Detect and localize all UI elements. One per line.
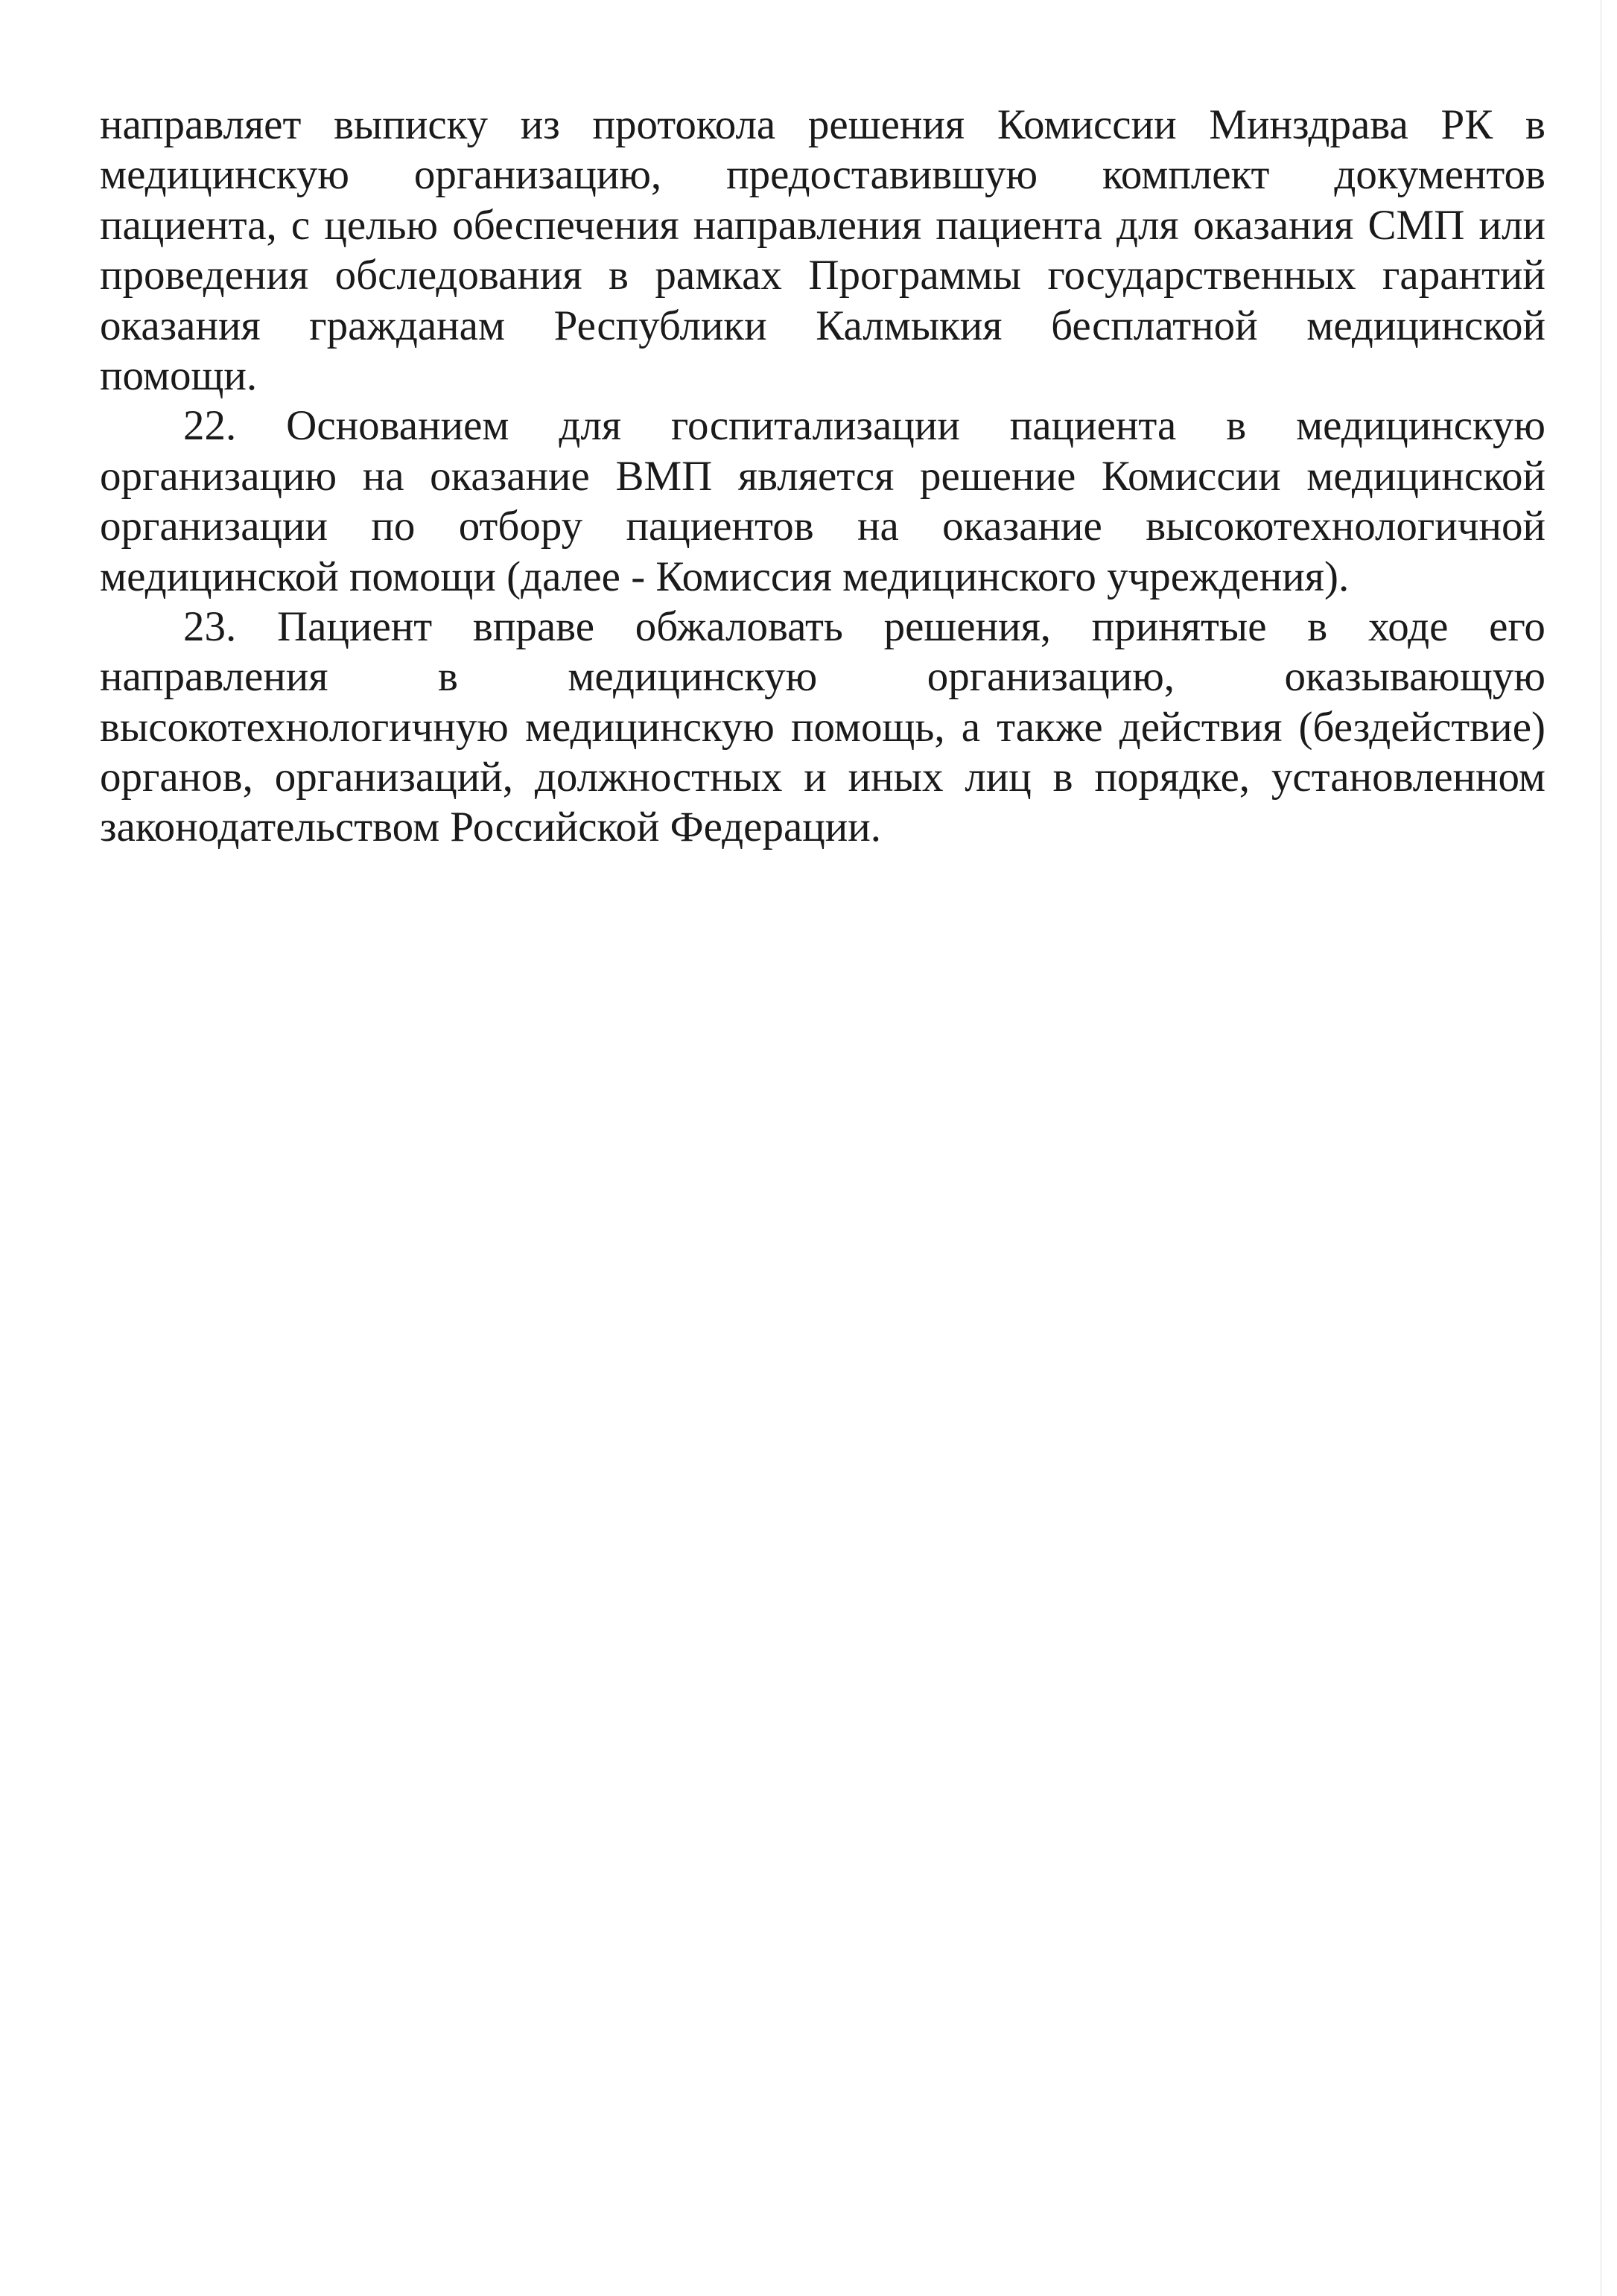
word: пациента [935, 201, 1102, 249]
word: направления [100, 653, 328, 701]
word: медицинской [1306, 302, 1545, 349]
word: Калмыкия [816, 302, 1003, 349]
text-line: законодательством Российской Федерации. [100, 804, 882, 851]
word: гарантий [1382, 252, 1545, 299]
word: порядке, [1094, 754, 1251, 801]
word: ВМП [615, 452, 713, 500]
text-line [100, 501, 1545, 551]
word: медицинскую [100, 151, 349, 199]
word: Пациент [276, 602, 433, 650]
word: Основанием [286, 402, 509, 450]
word: оказывающую [1284, 653, 1545, 701]
word: предоставившую [726, 151, 1038, 199]
word: органов, [100, 754, 253, 801]
text-line [100, 702, 1545, 752]
word: для [1116, 201, 1179, 249]
word: 22. [183, 402, 237, 450]
word: медицинскую [1296, 402, 1545, 450]
word: РК [1440, 101, 1493, 148]
word: оказание [430, 452, 590, 500]
paragraph-22 [100, 401, 1545, 602]
word: протокола [592, 101, 776, 148]
text-line: медицинской помощи (далее - Комиссия медицинского учреждения). [100, 553, 1350, 600]
word: организаций, [274, 754, 513, 801]
word: с [290, 201, 311, 249]
text-line [100, 752, 1545, 802]
word: или [1478, 201, 1545, 249]
text-line [100, 652, 1545, 702]
word: принятые [1091, 602, 1267, 650]
word: иных [848, 754, 944, 801]
word: организации [100, 503, 328, 550]
word: Республики [553, 302, 767, 349]
word: организацию, [927, 653, 1175, 701]
word: в [1226, 402, 1247, 450]
word: обжаловать [635, 602, 843, 650]
paragraph-continuation [100, 100, 1545, 401]
word: лиц [965, 754, 1032, 801]
word: СМП [1367, 201, 1465, 249]
word: также [997, 703, 1103, 751]
text-line: помощи. [100, 352, 258, 399]
word: вправе [472, 602, 595, 650]
word: действия [1119, 703, 1283, 751]
word: решения, [883, 602, 1052, 650]
word: документов [1334, 151, 1545, 199]
word: Комиссии [997, 101, 1177, 148]
word: медицинской [1306, 452, 1545, 500]
word: организацию [100, 452, 337, 500]
word: медицинскую [568, 653, 818, 701]
word: установленном [1271, 754, 1545, 801]
word: должностных [534, 754, 783, 801]
paragraph-23 [100, 602, 1545, 853]
text-line [100, 100, 1545, 150]
word: его [1489, 602, 1545, 650]
word: и [804, 754, 827, 801]
word: направления [693, 201, 922, 249]
word: пациента [1009, 402, 1177, 450]
word: оказания [1192, 201, 1354, 249]
word: на [362, 452, 404, 500]
text-line [100, 401, 1545, 451]
word: на [857, 503, 899, 550]
text-line [100, 602, 1545, 652]
word: в [609, 252, 629, 299]
word: является [737, 452, 895, 500]
word: отбору [458, 503, 583, 550]
word: в [437, 653, 458, 701]
word: решения [807, 101, 965, 148]
word: организацию, [413, 151, 662, 199]
word: оказания [100, 302, 261, 349]
word: госпитализации [671, 402, 960, 450]
word: Комиссии [1101, 452, 1281, 500]
word: по [371, 503, 416, 550]
word: для [559, 402, 622, 450]
word: обеспечения [452, 201, 679, 249]
word: решение [919, 452, 1076, 500]
text-line [100, 150, 1545, 200]
word: Минздрава [1209, 101, 1408, 148]
word: высокотехнологичную [100, 703, 509, 751]
word: выписку [334, 101, 489, 148]
text-line [100, 451, 1545, 501]
word: 23. [183, 602, 237, 650]
scan-edge-shadow [1600, 0, 1602, 2296]
document-page [100, 100, 1545, 853]
word: Программы [808, 252, 1022, 299]
word: пациентов [626, 503, 814, 550]
word: гражданам [309, 302, 506, 349]
word: бесплатной [1051, 302, 1258, 349]
word: в [1052, 754, 1073, 801]
text-line [100, 200, 1545, 250]
word: медицинскую [524, 703, 775, 751]
word: рамках [655, 252, 782, 299]
word: оказание [942, 503, 1102, 550]
word: в [1525, 101, 1545, 148]
word: высокотехнологичной [1146, 503, 1545, 550]
word: из [520, 101, 560, 148]
word: обследования [334, 252, 582, 299]
text-line [100, 301, 1545, 351]
word: пациента, [100, 201, 277, 249]
word: помощь, [790, 703, 945, 751]
word: (бездействие) [1298, 703, 1545, 751]
word: проведения [100, 252, 309, 299]
word: ходе [1367, 602, 1449, 650]
word: целью [324, 201, 439, 249]
word: комплект [1102, 151, 1270, 199]
word: а [961, 703, 981, 751]
word: в [1307, 602, 1328, 650]
word: государственных [1047, 252, 1356, 299]
word: направляет [100, 101, 302, 148]
text-line [100, 250, 1545, 300]
